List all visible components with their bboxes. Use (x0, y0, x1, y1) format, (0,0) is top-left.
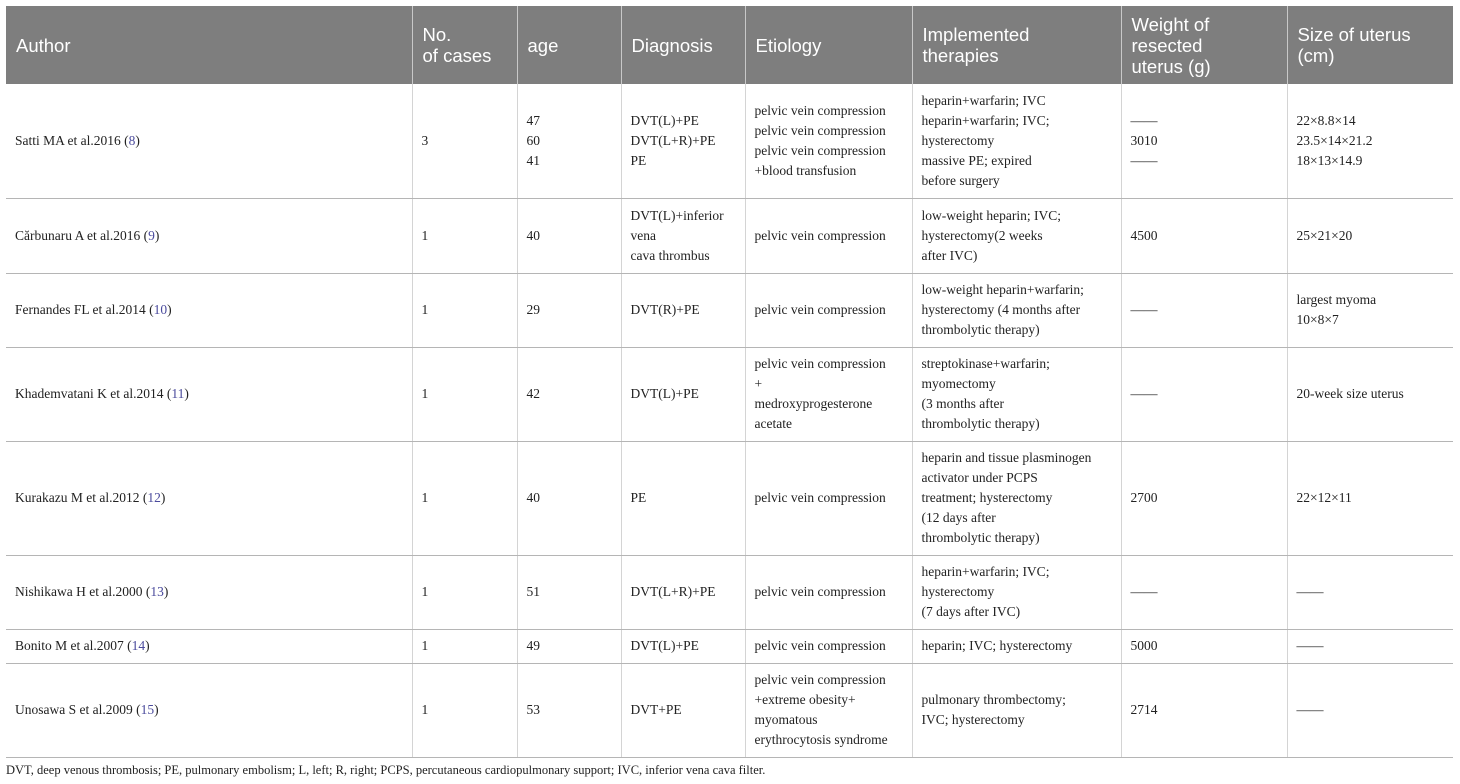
close-paren: ) (160, 490, 166, 505)
author-cell (6, 441, 412, 555)
author-cell (6, 629, 412, 663)
close-paren: ) (154, 227, 160, 243)
weight-cell: 2700 (1121, 441, 1287, 555)
diagnosis-cell: DVT(R)+PE (621, 273, 745, 347)
reference-link[interactable]: 8 (128, 132, 136, 148)
cases-cell: 1 (412, 663, 517, 757)
author-name: Khademvatani K et al.2014 ( (15, 386, 172, 401)
weight-cell: 2714 (1121, 663, 1287, 757)
table-row (6, 84, 1453, 198)
header-age: age (517, 6, 621, 84)
cases-cell: 1 (412, 273, 517, 347)
table-row (6, 663, 1453, 757)
author-cell (6, 273, 412, 347)
author-cell (6, 84, 412, 198)
cases-cell: 1 (412, 555, 517, 629)
table-row (6, 198, 1453, 273)
size-cell: 25×21×20 (1287, 198, 1453, 273)
author-name: Fernandes FL et al.2014 ( (15, 302, 154, 317)
table-footnote: DVT, deep venous thrombosis; PE, pulmonary embolism; L, left; R, right; PCPS, percutaneous cardiopulmonary support; IVC, inferior vena cava filter. (6, 763, 766, 777)
etiology-cell: pelvic vein compression (745, 441, 912, 555)
close-paren: ) (154, 702, 159, 717)
therapies-cell: streptokinase+warfarin; myomectomy (3 months after thrombolytic therapy) (912, 347, 1121, 441)
diagnosis-cell: DVT(L)+PE DVT(L+R)+PE PE (621, 84, 745, 198)
diagnosis-cell: DVT(L)+inferior vena cava thrombus (621, 198, 745, 273)
size-cell: —— (1287, 555, 1453, 629)
weight-cell: —— (1121, 347, 1287, 441)
therapies-cell: heparin and tissue plasminogen activator under PCPS treatment; hysterectomy (12 days after thrombolytic therapy) (912, 441, 1121, 555)
weight-cell: 5000 (1121, 629, 1287, 663)
diagnosis-cell: DVT(L)+PE (621, 629, 745, 663)
diagnosis-cell: DVT(L)+PE (621, 347, 745, 441)
author-cell (6, 555, 412, 629)
etiology-cell: pelvic vein compression +extreme obesity+ myomatous erythrocytosis syndrome (745, 663, 912, 757)
therapies-cell: heparin+warfarin; IVC heparin+warfarin; IVC; hysterectomy massive PE; expired before surgery (912, 84, 1121, 198)
etiology-cell: pelvic vein compression (745, 555, 912, 629)
etiology-cell: pelvic vein compression (745, 198, 912, 273)
author-cell (6, 198, 412, 273)
table-row (6, 273, 1453, 347)
age-cell: 40 (517, 198, 621, 273)
weight-cell: —— (1121, 555, 1287, 629)
author-name: Satti MA et al.2016 ( (15, 132, 129, 148)
therapies-cell: low-weight heparin+warfarin; hysterectomy (4 months after thrombolytic therapy) (912, 273, 1121, 347)
reference-link[interactable]: 14 (131, 638, 146, 653)
therapies-cell: pulmonary thrombectomy; IVC; hysterectomy (912, 663, 1121, 757)
table-row (6, 441, 1453, 555)
etiology-cell: pelvic vein compression (745, 629, 912, 663)
weight-cell: 4500 (1121, 198, 1287, 273)
close-paren: ) (145, 638, 150, 653)
header-etiology: Etiology (745, 6, 912, 84)
author-name: Bonito M et al.2007 ( (15, 638, 132, 653)
table-row (6, 629, 1453, 663)
age-cell: 29 (517, 273, 621, 347)
size-cell: —— (1287, 629, 1453, 663)
age-cell: 49 (517, 629, 621, 663)
size-cell: 22×12×11 (1287, 441, 1453, 555)
close-paren: ) (167, 302, 172, 317)
etiology-cell: pelvic vein compression + medroxyprogesterone acetate (745, 347, 912, 441)
size-cell: largest myoma 10×8×7 (1287, 273, 1453, 347)
reference-link[interactable]: 15 (140, 702, 155, 717)
diagnosis-cell: PE (621, 441, 745, 555)
therapies-cell: heparin+warfarin; IVC; hysterectomy (7 days after IVC) (912, 555, 1121, 629)
therapies-cell: heparin; IVC; hysterectomy (912, 629, 1121, 663)
weight-cell: —— (1121, 273, 1287, 347)
author-cell (6, 663, 412, 757)
author-cell (6, 347, 412, 441)
table-row (6, 555, 1453, 629)
etiology-cell: pelvic vein compression pelvic vein compression pelvic vein compression +blood transfusion (745, 84, 912, 198)
diagnosis-cell: DVT+PE (621, 663, 745, 757)
reference-link[interactable]: 11 (171, 386, 185, 401)
header-diagnosis: Diagnosis (621, 6, 745, 84)
author-name: Nishikawa H et al.2000 ( (15, 584, 151, 599)
therapies-cell: low-weight heparin; IVC; hysterectomy(2 weeks after IVC) (912, 198, 1121, 273)
cases-cell: 3 (412, 84, 517, 198)
author-name: Unosawa S et al.2009 ( (15, 702, 141, 717)
cases-cell: 1 (412, 629, 517, 663)
header-cases: No. of cases (412, 6, 517, 84)
size-cell: 20-week size uterus (1287, 347, 1453, 441)
close-paren: ) (135, 132, 140, 148)
header-author: Author (6, 6, 412, 84)
cases-cell: 1 (412, 347, 517, 441)
reference-link[interactable]: 13 (150, 584, 164, 599)
age-cell: 47 60 41 (517, 84, 621, 198)
header-therapies: Implemented therapies (912, 6, 1121, 84)
header-size: Size of uterus (cm) (1287, 6, 1453, 84)
reference-link[interactable]: 9 (148, 227, 155, 243)
header-weight: Weight of resected uterus (g) (1121, 6, 1287, 84)
author-name: Kurakazu M et al.2012 ( (15, 490, 148, 505)
close-paren: ) (163, 584, 169, 599)
age-cell: 53 (517, 663, 621, 757)
age-cell: 51 (517, 555, 621, 629)
author-name: Cărbunaru A et al.2016 ( (15, 227, 149, 243)
age-cell: 42 (517, 347, 621, 441)
header-row (6, 6, 1453, 84)
size-cell: 22×8.8×14 23.5×14×21.2 18×13×14.9 (1287, 84, 1453, 198)
literature-table (6, 6, 1453, 758)
weight-cell: —— 3010 —— (1121, 84, 1287, 198)
cases-cell: 1 (412, 441, 517, 555)
reference-link[interactable]: 12 (147, 490, 161, 505)
size-cell: —— (1287, 663, 1453, 757)
etiology-cell: pelvic vein compression (745, 273, 912, 347)
age-cell: 40 (517, 441, 621, 555)
reference-link[interactable]: 10 (153, 302, 168, 317)
diagnosis-cell: DVT(L+R)+PE (621, 555, 745, 629)
cases-cell: 1 (412, 198, 517, 273)
close-paren: ) (184, 386, 189, 401)
table-row (6, 347, 1453, 441)
